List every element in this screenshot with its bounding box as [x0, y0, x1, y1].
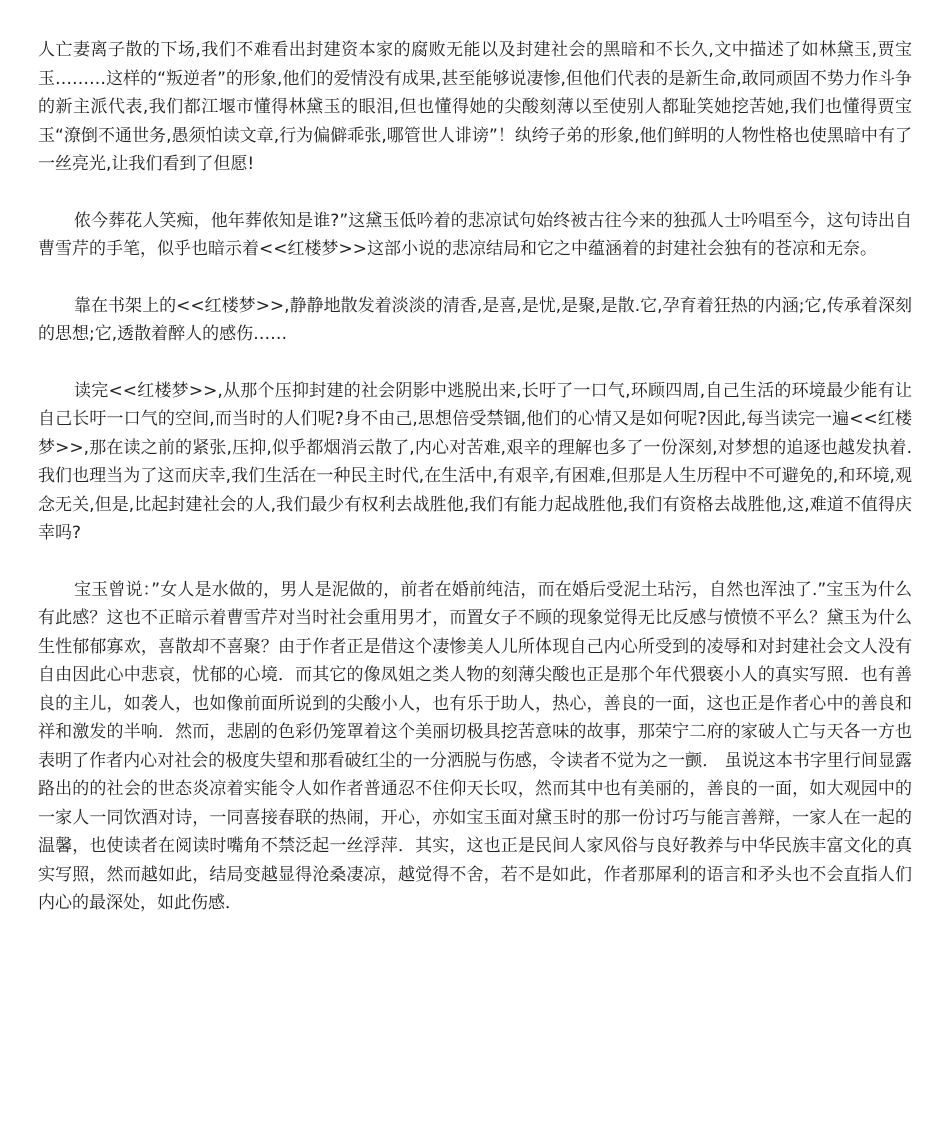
paragraph-1: 人亡妻离子散的下场,我们不难看出封建资本家的腐败无能以及封建社会的黑暗和不长久,文中描述了如林黛玉,贾宝玉………这样的“叛逆者”的形象,他们的爱情没有成果,甚至能够说凄惨,但他们代表的是新生命,敢同顽固不势力作斗争的新主派代表,我们都江堰市懂得林黛玉的眼泪,但也懂得她的尖酸刻薄以至使别人都耻笑她挖苦她,我们也懂得贾宝玉“潦倒不通世务,愚须怕读文章,行为偏僻乖张,哪管世人诽谤”！纨绔子弟的形象,他们鲜明的人物性格也使黑暗中有了一丝亮光,让我们看到了但愿!	[38, 40, 912, 174]
paragraph-5: 宝玉曾说：”女人是水做的，男人是泥做的，前者在婚前纯洁，而在婚后受泥土玷污，自然也浑浊了.”宝玉为什么有此感？这也不正暗示着曹雪芹对当时社会重用男才，而置女子不顾的现象觉得无比反感与愤愤不平么？黛玉为什么生性郁郁寡欢，喜散却不喜聚？由于作者正是借这个凄惨美人儿所体现自己内心所受到的凌辱和对封建社会文人没有自由因此心中悲哀，忧郁的心境．而其它的像凤姐之类人物的刻薄尖酸也正是那个年代猥亵小人的真实写照．也有善良的主儿，如袭人，也如像前面所说到的尖酸小人，也有乐于助人，热心，善良的一面，这也正是作者心中的善良和祥和激发的半响．然而，悲剧的色彩仍笼罩着这个美丽切极具挖苦意味的故事，那荣宁二府的家破人亡与天各一方也表明了作者内心对社会的极度失望和那看破红尘的一分洒脱与伤感，令读者不觉为之一颤． 虽说这本书字里行间显露路出的的社会的世态炎凉着实能令人如作者普通忍不住仰天长叹，然而其中也有美丽的，善良的一面，如大观园中的一家人一同饮酒对诗，一同喜接春联的热闹，开心，亦如宝玉面对黛玉时的那一份讨巧与能言善辩，一家人在一起的温馨，也使读者在阅读时嘴角不禁泛起一丝浮萍．其实，这也正是民间人家风俗与良好教养与中华民族丰富文化的真实写照，然而越如此，结局变越显得沧桑凄凉，越觉得不舍，若不是如此，作者那犀利的语言和矛头也不会直指人们内心的最深处，如此伤感．	[38, 579, 912, 913]
paragraph-2: 侬今葬花人笑痴，他年葬侬知是谁?”这黛玉低吟着的悲凉试句始终被古往今来的独孤人士吟唱至今，这句诗出自曹雪芹的手笔，似乎也暗示着<<红楼梦>>这部小说的悲凉结局和它之中蕴涵着的封建社会独有的苍凉和无奈。	[38, 210, 912, 259]
paragraph-4: 读完<<红楼梦>>,从那个压抑封建的社会阴影中逃脱出来,长吁了一口气,环顾四周,自己生活的环境最少能有让自己长吁一口气的空间,而当时的人们呢?身不由己,思想倍受禁锢,他们的心情又是如何呢?因此,每当读完一遍<<红楼梦>>,那在读之前的紧张,压抑,似乎都烟消云散了,内心对苦难,艰辛的理解也多了一份深刻,对梦想的追逐也越发执着.我们也理当为了这而庆幸,我们生活在一种民主时代,在生活中,有艰辛,有困难,但那是人生历程中不可避免的,和环境,观念无关,但是,比起封建社会的人,我们最少有权利去战胜他,我们有能力起战胜他,我们有资格去战胜他,这,难道不值得庆幸吗?	[38, 380, 912, 543]
document-body	[38, 36, 912, 946]
paragraph-3: 靠在书架上的<<红楼梦>>,静静地散发着淡淡的清香,是喜,是忧,是聚,是散.它,孕育着狂热的内涵;它,传承着深刻的思想;它,透散着醉人的感伤……	[38, 295, 912, 344]
